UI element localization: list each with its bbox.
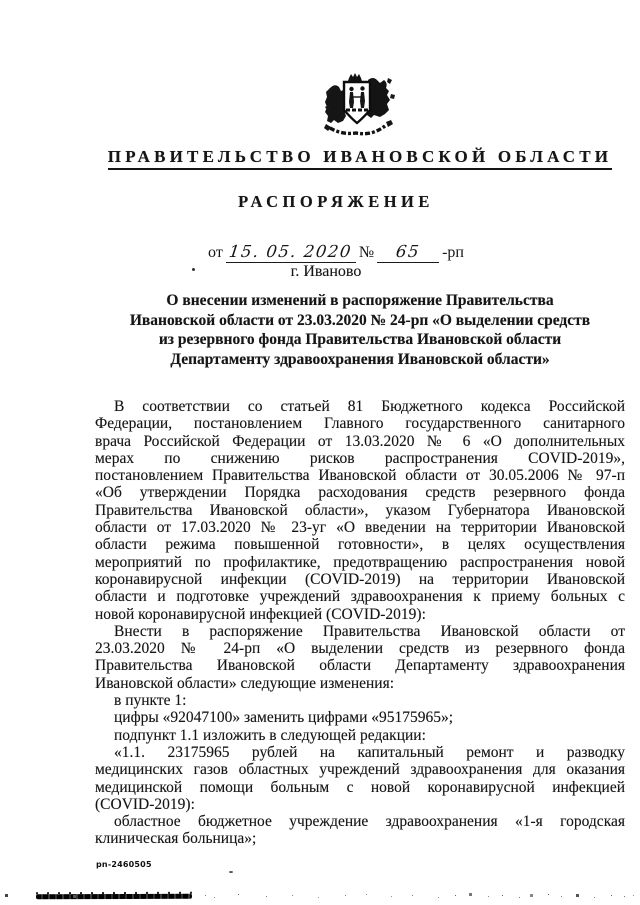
body-paragraph xyxy=(95,727,625,744)
body-line: в пункте 1: xyxy=(114,692,187,710)
body-line: медицинских газов областных учреждений здравоохранения для оказания xyxy=(95,761,625,779)
body-paragraph xyxy=(95,623,625,692)
doc-type: РАСПОРЯЖЕНИЕ xyxy=(238,192,434,211)
body-paragraph xyxy=(95,692,625,709)
body-line: Правительства Ивановской области Департаменту здравоохранения xyxy=(95,657,625,675)
document-title xyxy=(95,291,625,369)
body-line: подпункт 1.1 изложить в следующей редакции: xyxy=(114,726,426,744)
document-code: pn-2460505 xyxy=(96,860,152,869)
scan-speck xyxy=(229,871,233,873)
city-label: г. Иваново xyxy=(290,263,362,280)
document-body xyxy=(95,398,625,848)
body-line: медицинской помощи больным с новой коронавирусной инфекцией xyxy=(95,778,625,796)
title-line: Департаменту здравоохранения Ивановской области» xyxy=(170,350,550,368)
body-line: В соответствии со статьей 81 Бюджетного кодекса Российской xyxy=(114,398,625,415)
number-sign: № xyxy=(358,244,375,261)
date-number-row xyxy=(71,242,601,263)
header xyxy=(95,147,625,170)
body-line: Правительства Ивановской области», указом Губернатора Ивановской xyxy=(95,501,625,519)
body-paragraph xyxy=(95,709,625,726)
body-line: клиническая больница»; xyxy=(95,830,257,848)
body-line: новой коронавирусной инфекцией (COVID-2019): xyxy=(95,605,426,623)
number-suffix: -рп xyxy=(442,244,464,261)
city-row xyxy=(61,263,591,281)
body-line: мерах по снижению рисков распространения COVID-2019», xyxy=(95,449,625,467)
number-field xyxy=(377,242,439,263)
body-line: (COVID-2019): xyxy=(95,795,195,813)
scan-edge-artifact xyxy=(36,894,192,900)
body-line: мероприятий по профилактике, предотвращению распространения новой xyxy=(95,553,625,571)
body-line: цифры «92047100» заменить цифрами «95175965»; xyxy=(114,709,454,727)
handwritten-number: 65 xyxy=(394,242,422,261)
body-paragraph xyxy=(95,398,625,623)
date-prefix: от xyxy=(208,244,223,261)
body-line: области от 17.03.2020 № 23-уг «О введении на территории Ивановской xyxy=(95,519,625,537)
title-line: О внесении изменений в распоряжение Правительства xyxy=(166,292,554,309)
body-line: «1.1. 23175965 рублей на капитальный ремонт и разводку xyxy=(114,743,625,761)
body-line: коронавирусной инфекции (COVID-2019) на территории Ивановской xyxy=(95,570,625,588)
body-line: области и подготовке учреждений здравоохранения к приему больных с xyxy=(95,588,625,606)
title-line: Ивановской области от 23.03.2020 № 24-рп «О выделении средств xyxy=(129,311,591,329)
body-paragraph xyxy=(95,813,625,848)
body-paragraph xyxy=(95,744,625,813)
body-line: постановлением Правительства Ивановской области от 30.05.2006 № 97-п xyxy=(95,467,625,485)
body-line: 23.03.2020 № 24-рп «О выделении средств из резервного фонда xyxy=(95,640,625,658)
org-name: ПРАВИТЕЛЬСТВО ИВАНОВСКОЙ ОБЛАСТИ xyxy=(108,147,612,170)
coat-of-arms-icon xyxy=(318,72,396,142)
date-field xyxy=(226,242,356,263)
doc-type-row xyxy=(71,192,601,212)
body-line: областное бюджетное учреждение здравоохранения «1-я городская xyxy=(114,813,625,831)
scan-edge-speckles xyxy=(0,893,1,894)
handwritten-date: 15. 05. 2020 xyxy=(228,242,354,261)
body-line: Ивановской области» следующие изменения: xyxy=(95,674,395,692)
body-line: «Об утверждении Порядка расходования средств резервного фонда xyxy=(95,484,625,502)
body-line: Федерации, постановлением Главного государственного санитарного xyxy=(95,415,625,433)
body-line: врача Российской Федерации от 13.03.2020 № 6 «О дополнительных xyxy=(95,432,625,450)
body-line: Внести в распоряжение Правительства Ивановской области от xyxy=(114,622,625,640)
body-line: области режима повышенной готовности», в целях осуществления xyxy=(95,536,625,554)
title-line: из резервного фонда Правительства Ивановской области xyxy=(158,331,562,348)
